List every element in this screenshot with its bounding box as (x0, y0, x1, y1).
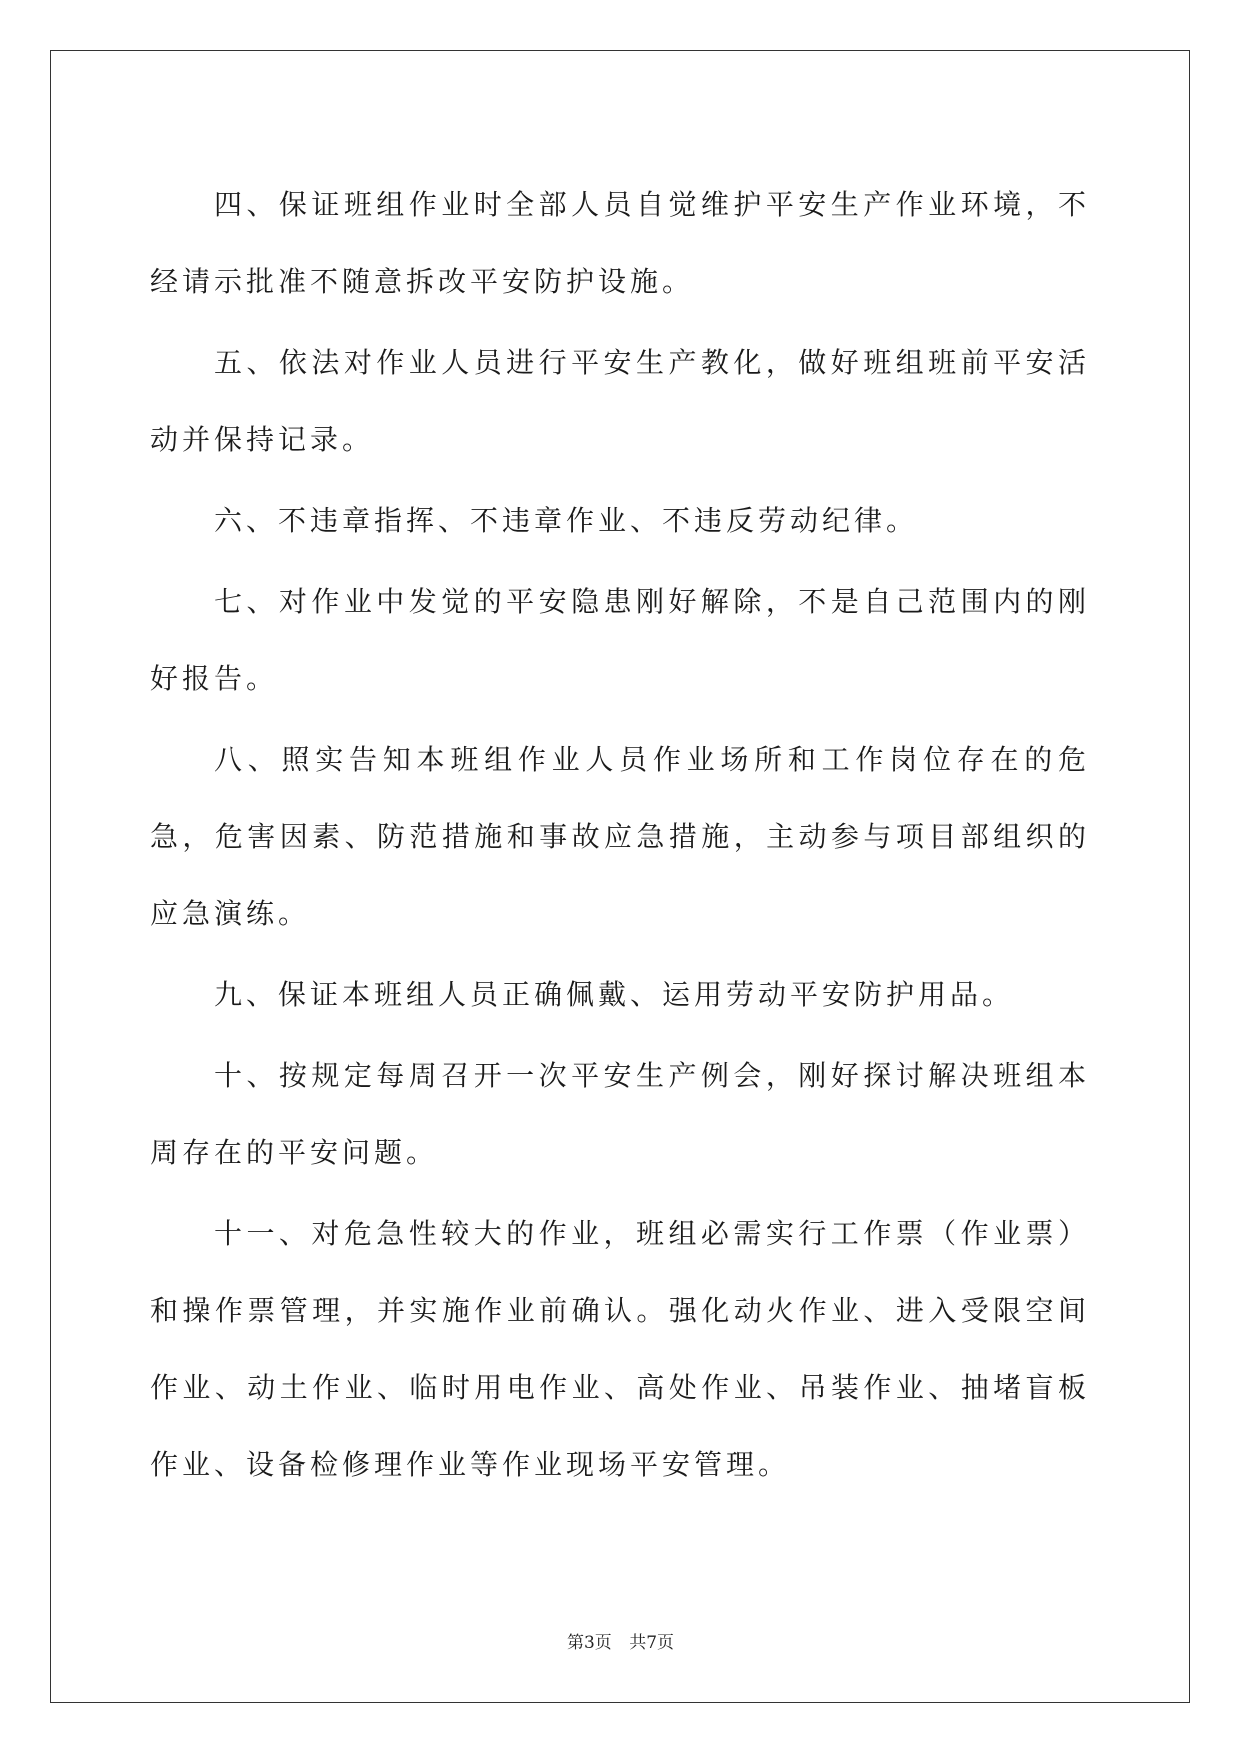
paragraph-7: 七、对作业中发觉的平安隐患刚好解除，不是自己范围内的刚好报告。 (150, 585, 1090, 695)
paragraph-8: 八、照实告知本班组作业人员作业场所和工作岗位存在的危急，危害因素、防范措施和事故应急措施，主动参与项目部组织的应急演练。 (150, 743, 1090, 930)
paragraph-6: 六、不违章指挥、不违章作业、不违反劳动纪律。 (214, 504, 919, 537)
paragraph-4: 四、保证班组作业时全部人员自觉维护平安生产作业环境，不经请示批准不随意拆改平安防护设施。 (150, 188, 1090, 298)
paragraph-11: 十一、对危急性较大的作业，班组必需实行工作票（作业票）和操作票管理，并实施作业前确认。强化动火作业、进入受限空间作业、动土作业、临时用电作业、高处作业、吊装作业、抽堵盲板作业、设备检修理作业等作业现场平安管理。 (150, 1217, 1090, 1481)
paragraph-5: 五、依法对作业人员进行平安生产教化，做好班组班前平安活动并保持记录。 (150, 346, 1090, 456)
paragraph-10: 十、按规定每周召开一次平安生产例会，刚好探讨解决班组本周存在的平安问题。 (150, 1059, 1090, 1169)
page-number: 第3页 (566, 1633, 612, 1653)
page-total: 共7页 (629, 1633, 675, 1653)
page-footer (0, 1628, 1241, 1653)
document-body (150, 166, 1090, 1507)
paragraph-9: 九、保证本班组人员正确佩戴、运用劳动平安防护用品。 (214, 978, 1015, 1011)
